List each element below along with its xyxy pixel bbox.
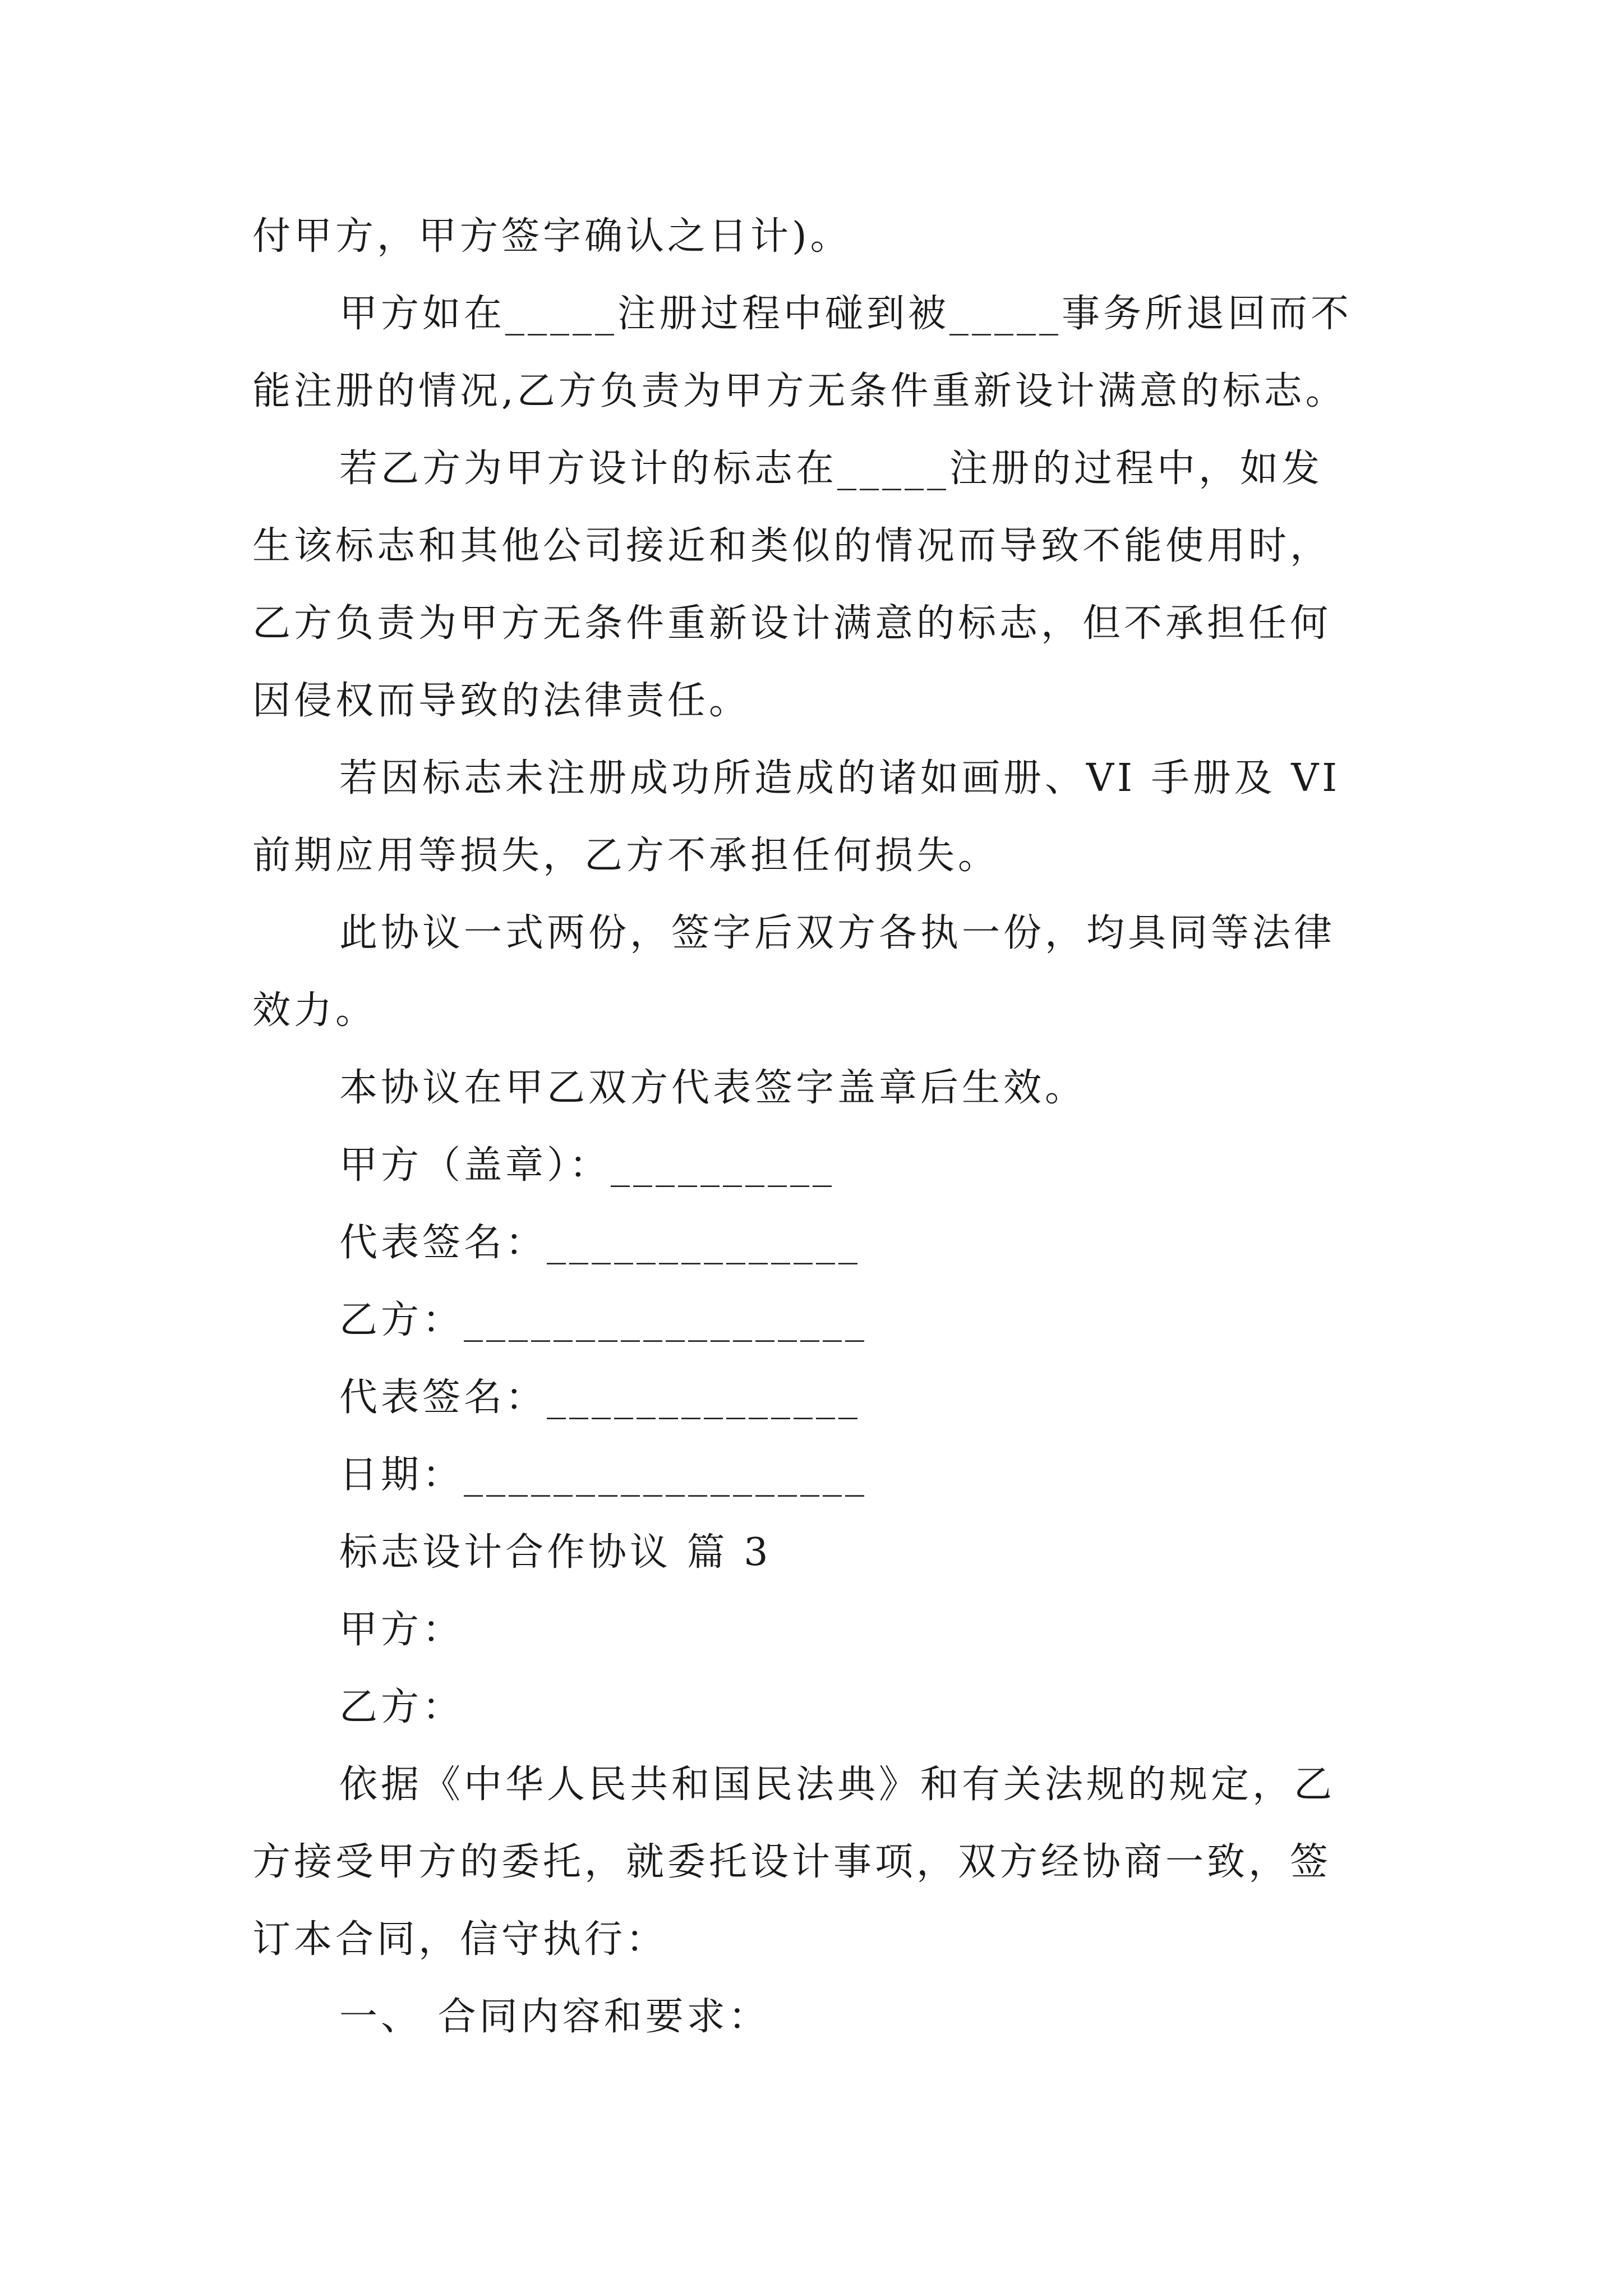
paragraph-line: 付甲方，甲方签字确认之日计)。	[252, 214, 852, 259]
representative-signature-field: 代表签名：______________	[339, 1221, 861, 1265]
clause-heading: 一、 合同内容和要求：	[339, 1995, 770, 2039]
party-a-label: 甲方：	[339, 1608, 464, 1652]
paragraph-line: 前期应用等损失，乙方不承担任何损失。	[252, 834, 1000, 878]
party-b-field: 乙方：__________________	[339, 1298, 868, 1342]
paragraph-line: 订本合同，信守执行：	[252, 1917, 668, 1962]
paragraph-line: 若因标志未注册成功所造成的诸如画册、VI 手册及 VI	[339, 756, 1341, 800]
paragraph-line: 效力。	[252, 988, 377, 1033]
paragraph-line: 能注册的情况,乙方负责为甲方无条件重新设计满意的标志。	[252, 369, 1347, 413]
paragraph-line: 甲方如在_____注册过程中碰到被_____事务所退回而不	[339, 292, 1353, 336]
representative-signature-field: 代表签名：______________	[339, 1375, 861, 1420]
section-title: 标志设计合作协议 篇 3	[339, 1530, 772, 1575]
paragraph-line: 依据《中华人民共和国民法典》和有关法规的规定，乙	[339, 1763, 1336, 1807]
paragraph-line: 方接受甲方的委托，就委托设计事项，双方经协商一致，签	[252, 1840, 1332, 1884]
paragraph-line: 本协议在甲乙双方代表签字盖章后生效。	[339, 1066, 1087, 1110]
paragraph-line: 此协议一式两份，签字后双方各执一份，均具同等法律	[339, 911, 1336, 955]
paragraph-line: 生该标志和其他公司接近和类似的情况而导致不能使用时，	[252, 524, 1332, 568]
party-b-label: 乙方：	[339, 1685, 464, 1729]
paragraph-line: 若乙方为甲方设计的标志在_____注册的过程中，如发	[339, 447, 1324, 491]
paragraph-line: 乙方负责为甲方无条件重新设计满意的标志，但不承担任何	[252, 601, 1332, 646]
date-field: 日期：__________________	[339, 1453, 868, 1497]
paragraph-line: 因侵权而导致的法律责任。	[252, 679, 751, 723]
party-a-seal-field: 甲方（盖章）：__________	[339, 1143, 836, 1188]
